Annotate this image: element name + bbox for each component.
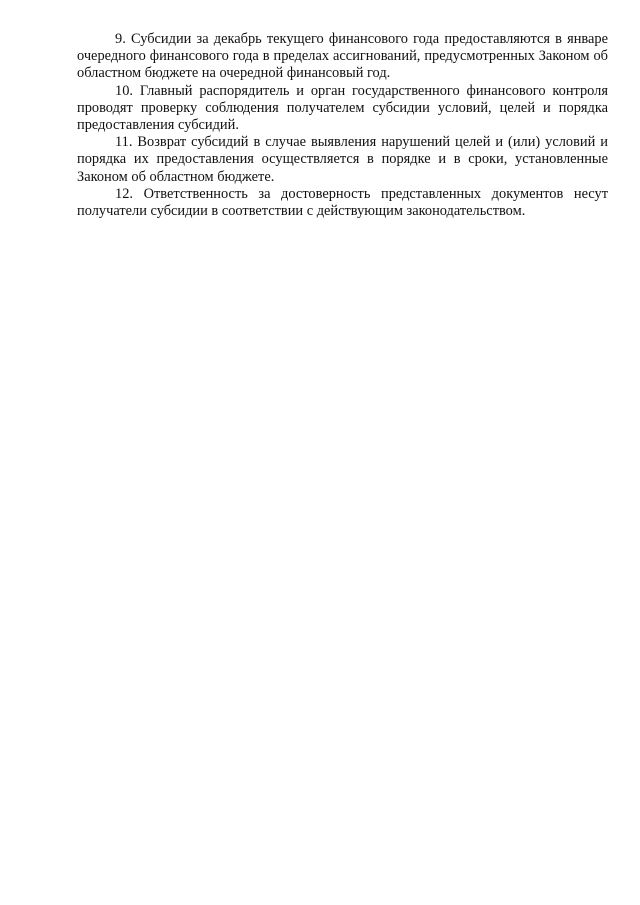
paragraph-9: 9. Субсидии за декабрь текущего финансового года предоставляются в январе очередного финансового года в пределах ассигнований, предусмотренных Законом об областном бюджете на очередной финансовый год. bbox=[77, 31, 608, 82]
document-body bbox=[77, 31, 608, 220]
paragraph-12: 12. Ответственность за достоверность представленных документов несут получатели субсидии в соответствии с действующим законодательством. bbox=[77, 185, 608, 220]
paragraph-10: 10. Главный распорядитель и орган государственного финансового контроля проводят проверку соблюдения получателем субсидии условий, целей и порядка предоставления субсидий. bbox=[77, 82, 608, 134]
paragraph-11: 11. Возврат субсидий в случае выявления нарушений целей и (или) условий и порядка их предоставления осуществляется в порядке и в сроки, установленные Законом об областном бюджете. bbox=[77, 134, 608, 185]
